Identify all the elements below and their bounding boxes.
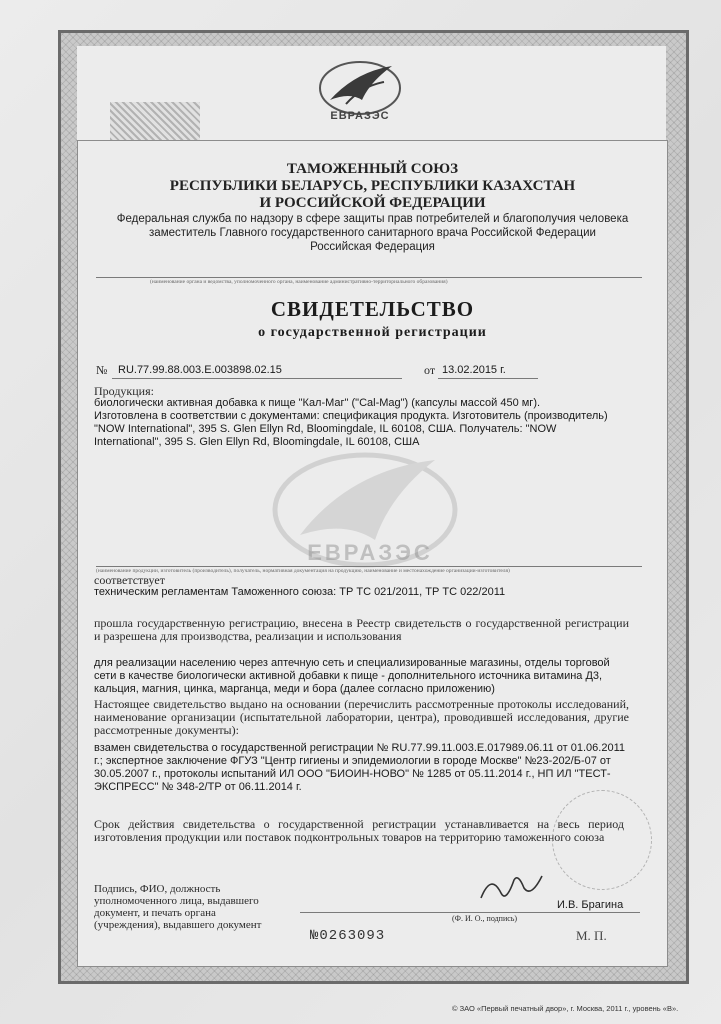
form-number: №0263093 (310, 928, 386, 944)
product-caption: (наименование продукции, изготовитель (производитель), получатель, нормативная документация на продукцию, наименование и местонахождение организации-изготовителя) (96, 568, 510, 574)
registration-text: прошла государственную регистрацию, внесена в Реестр свидетельств о государственной регистрации и разрешена для производства, реализации и использования (94, 616, 629, 643)
signature-icon (476, 868, 546, 908)
authority-line-1: Федеральная служба по надзору в сфере защиты прав потребителей и благополучия человека (116, 213, 629, 225)
conformity-text: техническим регламентам Таможенного союза: ТР ТС 021/2011, ТР ТС 022/2011 (94, 586, 506, 598)
document-subtitle: о государственной регистрации (258, 325, 487, 340)
emblem-label: ЕВРАЗЭС (330, 110, 390, 122)
official-seal (552, 790, 652, 890)
authority-line-3: Российская Федерация (310, 241, 435, 253)
certificate-date: 13.02.2015 г. (442, 364, 506, 376)
number-label: № (96, 363, 108, 377)
date-underline (438, 378, 538, 379)
header-line-1: ТАМОЖЕННЫЙ СОЮЗ (286, 161, 459, 177)
authority-caption: (наименование органа и ведомства, уполномоченного органа, наименование административно-территориального образования) (150, 279, 448, 285)
product-line-1: биологически активная добавка к пище "Кал-Маг" ("Cal-Mag") (капсулы массой 450 мг). (94, 397, 541, 409)
document-title: СВИДЕТЕЛЬСТВО (270, 297, 475, 321)
product-label: Продукция: (94, 384, 154, 398)
number-underline (112, 378, 402, 379)
date-label: от (424, 363, 436, 377)
signature-label: Подпись, ФИО, должность уполномоченного лица, выдавшего документ, и печать органа (учреждения), выдавшего документ (94, 883, 262, 931)
signature-underline (300, 912, 640, 913)
signature-caption: (Ф. И. О., подпись) (452, 914, 518, 923)
conformity-label: соответствует (94, 573, 165, 587)
validity-text: Срок действия свидетельства о государственной регистрации устанавливается на весь период изготовления продукции или поставок подконтрольных товаров на территорию таможенного союза (94, 817, 624, 844)
header-line-3: И РОССИЙСКОЙ ФЕДЕРАЦИИ (259, 195, 486, 211)
printer-footer: © ЗАО «Первый печатный двор», г. Москва, 2011 г., уровень «В». (452, 1004, 679, 1013)
header-line-2: РЕСПУБЛИКИ БЕЛАРУСЬ, РЕСПУБЛИКИ КАЗАХСТАН (169, 178, 576, 194)
product-line-4: International", 395 S. Glen Ellyn Rd, Bloomingdale, IL 60108, США (94, 436, 420, 448)
stamp-place: М. П. (576, 928, 607, 943)
security-pattern (110, 102, 200, 140)
watermark-label: ЕВРАЗЭС (307, 540, 433, 565)
authority-line-2: заместитель Главного государственного санитарного врача Российской Федерации (149, 227, 596, 239)
signatory-name: И.В. Брагина (557, 899, 624, 911)
basis-text: Настоящее свидетельство выдано на основании (перечислить рассмотренные протоколы исследований, наименование организации (испытательной лаборатории, центра), проводившей исследования, другие рассмотренные документы): (94, 697, 629, 737)
divider (96, 566, 642, 567)
product-line-3: "NOW International", 395 S. Glen Ellyn Rd, Bloomingdale, IL 60108, США. Получатель: "NOW (94, 423, 557, 435)
product-line-2: Изготовлена в соответствии с документами: спецификация продукта. Изготовитель (производитель) (94, 410, 608, 422)
divider (96, 277, 642, 278)
basis-documents: взамен свидетельства о государственной регистрации № RU.77.99.11.003.E.017989.06.11 от 01.06.2011 г.; экспертное заключение ФГУЗ "Центр гигиены и эпидемиологии в городе Москве" №23-202/Б-07 от 30.05.2007 г., протоколы испытаний ИЛ ООО "БИОИН-НОВО" № 1285 от 05.11.2014 г., НП ИЛ "ТЕСТ-ЭКСПРЕСС" № 348-2/ТР от 06.11.2014 г. (94, 742, 626, 793)
registration-use: для реализации населению через аптечную сеть и специализированные магазины, отделы торговой сети в качестве биологически активной добавки к пище - дополнительного источника витамина Д3, кальция, магния, цинка, марганца, меди и бора (далее согласно приложению) (94, 657, 610, 695)
certificate-number: RU.77.99.88.003.E.003898.02.15 (118, 364, 282, 376)
